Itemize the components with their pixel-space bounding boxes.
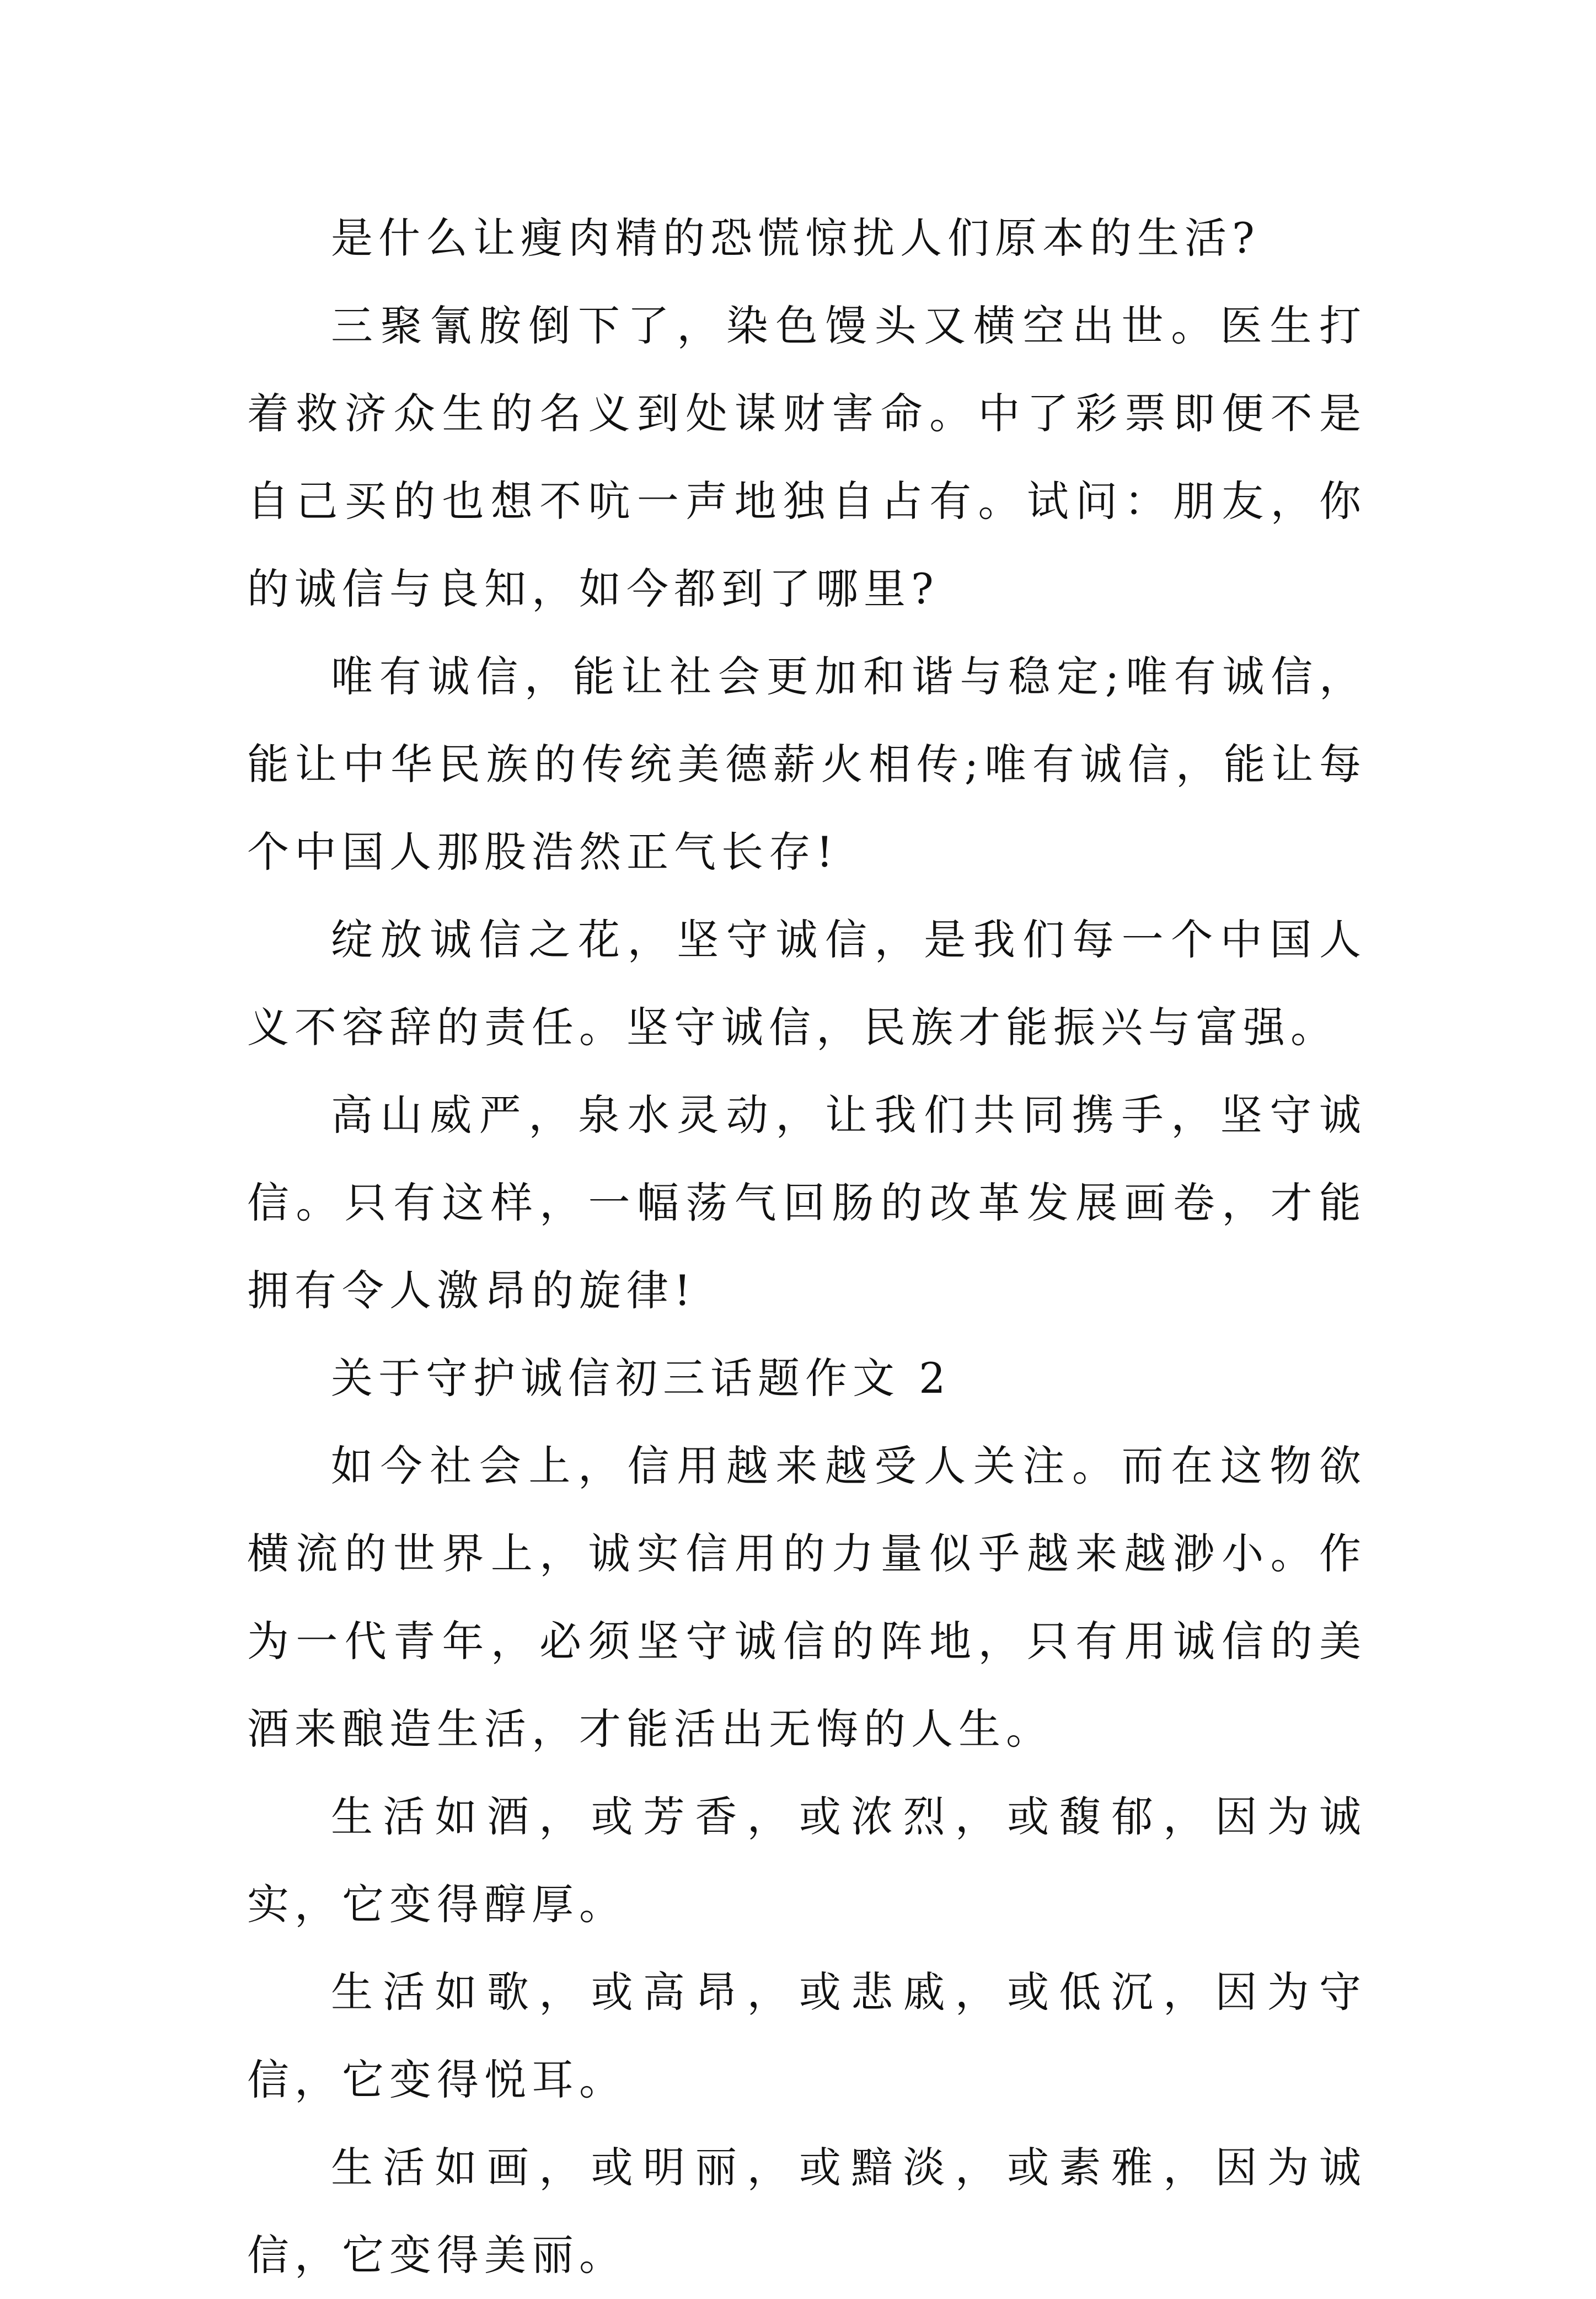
paragraph: 是什么让瘦肉精的恐慌惊扰人们原本的生活? [331, 213, 1260, 263]
paragraph: 生活如酒，或芳香，或浓烈，或馥郁，因为诚实，它变得醇厚。 [247, 1792, 1367, 1929]
document-body [247, 194, 1367, 2299]
paragraph: 绽放诚信之花，坚守诚信，是我们每一个中国人义不容辞的责任。坚守诚信，民族才能振兴与富强。 [247, 915, 1367, 1052]
paragraph: 生活如画，或明丽，或黯淡，或素雅，因为诚信，它变得美丽。 [247, 2143, 1367, 2280]
paragraph: 唯有诚信，能让社会更加和谐与稳定;唯有诚信，能让中华民族的传统美德薪火相传;唯有诚信，能让每个中国人那股浩然正气长存! [247, 652, 1367, 876]
paragraph: 高山威严，泉水灵动，让我们共同携手，坚守诚信。只有这样，一幅荡气回肠的改革发展画卷，才能拥有令人激昂的旋律! [247, 1090, 1367, 1315]
paragraph: 生活如歌，或高昂，或悲戚，或低沉，因为守信，它变得悦耳。 [247, 1967, 1367, 2104]
paragraph: 三聚氰胺倒下了，染色馒头又横空出世。医生打着救济众生的名义到处谋财害命。中了彩票即便不是自己买的也想不吭一声地独自占有。试问：朋友，你的诚信与良知，如今都到了哪里? [247, 301, 1367, 613]
paragraph: 如今社会上，信用越来越受人关注。而在这物欲横流的世界上，诚实信用的力量似乎越来越渺小。作为一代青年，必须坚守诚信的阵地，只有用诚信的美酒来酿造生活，才能活出无悔的人生。 [247, 1441, 1367, 1753]
section-heading: 关于守护诚信初三话题作文 2 [331, 1354, 951, 1403]
